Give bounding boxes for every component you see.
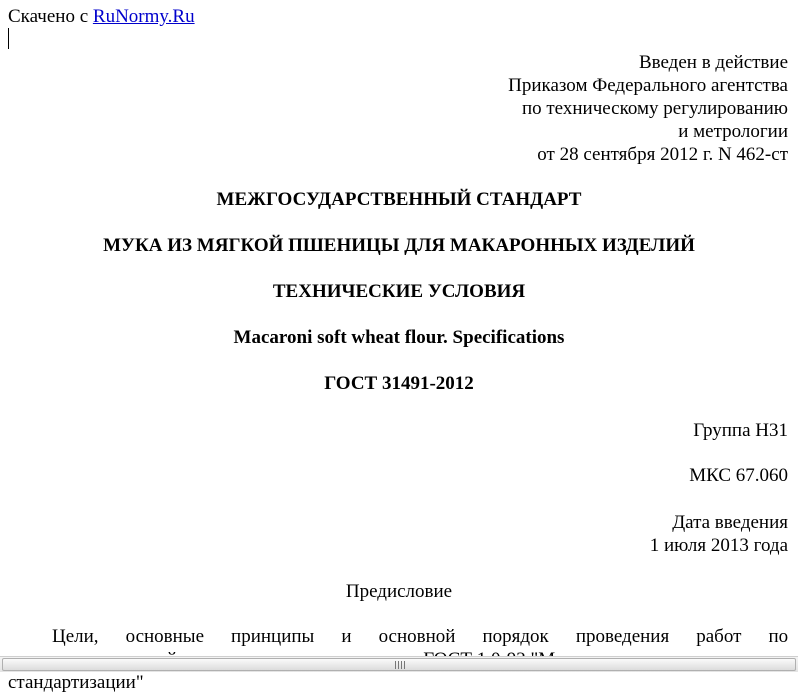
horizontal-scrollbar[interactable] bbox=[0, 656, 798, 672]
foreword-paragraph-line bbox=[52, 625, 788, 648]
para-word: работ bbox=[696, 626, 742, 647]
effective-date-value: 1 июля 2013 года bbox=[649, 535, 788, 556]
gost-number: ГОСТ 31491-2012 bbox=[324, 373, 474, 394]
runormy-link[interactable]: RuNormy.Ru bbox=[92, 6, 195, 27]
standard-name-heading: МУКА ИЗ МЯГКОЙ ПШЕНИЦЫ ДЛЯ МАКАРОННЫХ ИЗДЕЛИЙ bbox=[103, 235, 695, 256]
para-word: по bbox=[768, 626, 789, 647]
para-word: порядок bbox=[482, 626, 549, 647]
english-title: Macaroni soft wheat flour. Specifications bbox=[233, 327, 565, 348]
standard-type-heading: МЕЖГОСУДАРСТВЕННЫЙ СТАНДАРТ bbox=[216, 189, 582, 210]
intro-line-5: от 28 сентября 2012 г. N 462-ст bbox=[537, 144, 788, 165]
para-word: основные bbox=[125, 626, 205, 647]
para-word: проведения bbox=[575, 626, 670, 647]
intro-line-2: Приказом Федерального агентства bbox=[508, 75, 788, 96]
download-prefix: Скачено с bbox=[8, 6, 89, 27]
para-word: принципы bbox=[231, 626, 315, 647]
text-cursor bbox=[8, 28, 9, 49]
download-source bbox=[8, 5, 195, 28]
intro-line-3: по техническому регулированию bbox=[521, 98, 788, 119]
intro-line-4: и метрологии bbox=[678, 121, 788, 142]
group-code: Группа Н31 bbox=[693, 420, 788, 441]
mks-code: МКС 67.060 bbox=[689, 465, 788, 486]
grip-icon bbox=[395, 661, 407, 669]
para-word: Цели, bbox=[52, 626, 99, 647]
scrollbar-thumb[interactable] bbox=[2, 658, 796, 671]
foreword-heading: Предисловие bbox=[345, 581, 453, 602]
para-word: и bbox=[341, 626, 352, 647]
effective-date-label: Дата введения bbox=[672, 512, 788, 533]
intro-line-1: Введен в действие bbox=[638, 52, 788, 73]
para-word: основной bbox=[378, 626, 456, 647]
standard-subtitle-heading: ТЕХНИЧЕСКИЕ УСЛОВИЯ bbox=[272, 281, 526, 302]
para-cut-text: стандартизации" bbox=[8, 672, 144, 693]
